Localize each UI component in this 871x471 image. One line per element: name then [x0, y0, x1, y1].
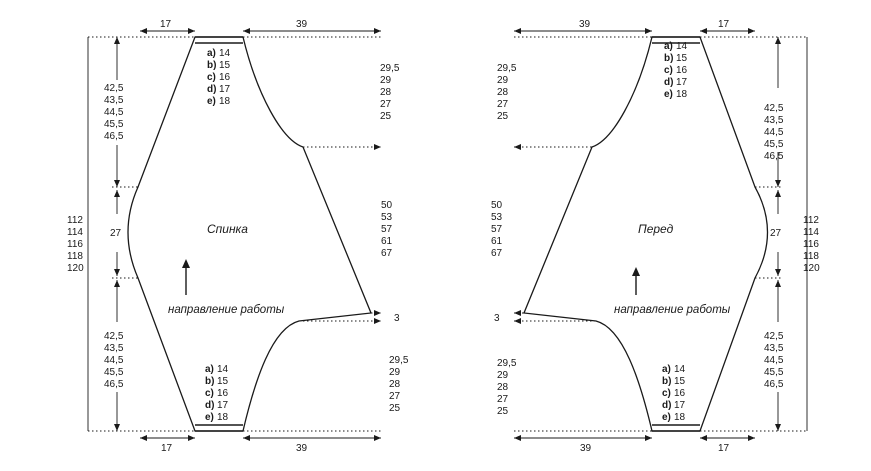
measurement-value: 45,5 — [764, 367, 784, 378]
measurement-value: 29 — [380, 75, 392, 86]
back-left-upper-values — [104, 83, 124, 142]
measurement-value: 44,5 — [104, 355, 124, 366]
back-title: Спинка — [207, 222, 248, 236]
measurement-value: 43,5 — [104, 95, 124, 106]
size-letter: a) — [207, 48, 216, 59]
measurement-value: 43,5 — [764, 115, 784, 126]
back-dim-bottom-right: 39 — [296, 443, 308, 454]
size-value: 15 — [217, 376, 229, 387]
measurement-value: 61 — [491, 236, 503, 247]
measurement-value: 27 — [497, 394, 509, 405]
front-right-upper-values — [764, 103, 784, 162]
size-letter: b) — [664, 53, 674, 64]
size-value: 18 — [219, 96, 231, 107]
size-value: 18 — [674, 412, 686, 423]
size-letter: b) — [662, 376, 672, 387]
size-value: 18 — [217, 412, 229, 423]
measurement-value: 120 — [67, 263, 84, 274]
measurement-value: 112 — [67, 215, 83, 226]
size-letter: b) — [205, 376, 215, 387]
measurement-value: 46,5 — [104, 379, 124, 390]
measurement-value: 42,5 — [764, 103, 784, 114]
front-sizes-bottom — [662, 364, 686, 423]
size-value: 16 — [676, 65, 688, 76]
back-left-lower-values — [104, 331, 124, 390]
size-value: 14 — [676, 41, 688, 52]
measurement-value: 44,5 — [104, 107, 124, 118]
front-dim-side: 3 — [494, 313, 500, 324]
measurement-value: 43,5 — [104, 343, 124, 354]
front-direction-label: направление работы — [614, 304, 731, 316]
measurement-value: 46,5 — [764, 151, 784, 162]
measurement-value: 29,5 — [497, 358, 517, 369]
front-left-middle-values — [491, 200, 503, 259]
size-value: 16 — [219, 72, 231, 83]
measurement-value: 28 — [380, 87, 392, 98]
measurement-value: 28 — [497, 382, 509, 393]
back-sizes-top — [207, 48, 231, 107]
measurement-value: 29 — [389, 367, 401, 378]
size-letter: a) — [662, 364, 671, 375]
back-left-middle-values — [67, 215, 84, 274]
measurement-value: 46,5 — [104, 131, 124, 142]
size-value: 15 — [676, 53, 688, 64]
front-dim-bottom-left: 39 — [580, 443, 592, 454]
size-value: 17 — [217, 400, 229, 411]
measurement-value: 44,5 — [764, 355, 784, 366]
size-value: 17 — [219, 84, 231, 95]
size-letter: e) — [664, 89, 673, 100]
back-piece — [67, 19, 409, 454]
back-dim-top-right: 39 — [296, 19, 308, 30]
size-value: 16 — [674, 388, 686, 399]
measurement-value: 25 — [497, 406, 509, 417]
measurement-value: 61 — [381, 236, 393, 247]
size-letter: e) — [662, 412, 671, 423]
measurement-value: 25 — [497, 111, 509, 122]
measurement-value: 29,5 — [389, 355, 409, 366]
measurement-value: 27 — [380, 99, 392, 110]
measurement-value: 112 — [803, 215, 819, 226]
back-dim-bottom-left: 17 — [161, 443, 173, 454]
size-value: 17 — [674, 400, 686, 411]
front-title: Перед — [638, 222, 674, 236]
size-value: 15 — [219, 60, 231, 71]
front-sizes-top — [664, 41, 688, 100]
size-value: 16 — [217, 388, 229, 399]
size-letter: e) — [207, 96, 216, 107]
size-value: 14 — [217, 364, 229, 375]
measurement-value: 53 — [381, 212, 393, 223]
measurement-value: 57 — [491, 224, 503, 235]
size-letter: c) — [207, 72, 216, 83]
front-left-upper-values — [497, 63, 517, 122]
measurement-value: 25 — [389, 403, 401, 414]
front-right-middle-values — [803, 215, 820, 274]
size-letter: c) — [662, 388, 671, 399]
measurement-value: 46,5 — [764, 379, 784, 390]
size-letter: a) — [664, 41, 673, 52]
measurement-value: 29 — [497, 370, 509, 381]
measurement-value: 42,5 — [764, 331, 784, 342]
size-value: 14 — [219, 48, 231, 59]
front-dim-middle: 27 — [770, 228, 782, 239]
front-piece — [491, 19, 820, 454]
measurement-value: 45,5 — [104, 119, 124, 130]
measurement-value: 27 — [389, 391, 401, 402]
measurement-value: 44,5 — [764, 127, 784, 138]
size-value: 14 — [674, 364, 686, 375]
measurement-value: 29,5 — [380, 63, 400, 74]
size-value: 18 — [676, 89, 688, 100]
measurement-value: 25 — [380, 111, 392, 122]
measurement-value: 114 — [67, 227, 83, 238]
measurement-value: 118 — [67, 251, 83, 262]
front-left-lower-values — [497, 358, 517, 417]
back-sizes-bottom — [205, 364, 229, 423]
back-direction-label: направление работы — [168, 304, 285, 316]
measurement-value: 43,5 — [764, 343, 784, 354]
front-dim-top-left: 39 — [579, 19, 591, 30]
measurement-value: 53 — [491, 212, 503, 223]
size-letter: c) — [205, 388, 214, 399]
back-right-lower-values — [389, 355, 409, 414]
back-dim-side: 3 — [394, 313, 400, 324]
size-letter: c) — [664, 65, 673, 76]
measurement-value: 42,5 — [104, 83, 124, 94]
back-dim-top-left: 17 — [160, 19, 172, 30]
measurement-value: 28 — [389, 379, 401, 390]
measurement-value: 29 — [497, 75, 509, 86]
measurement-value: 29,5 — [497, 63, 517, 74]
measurement-value: 50 — [491, 200, 503, 211]
size-letter: b) — [207, 60, 217, 71]
front-right-lower-values — [764, 331, 784, 390]
size-letter: d) — [662, 400, 672, 411]
back-right-middle-values — [381, 200, 393, 259]
measurement-value: 57 — [381, 224, 393, 235]
measurement-value: 27 — [497, 99, 509, 110]
measurement-value: 118 — [803, 251, 819, 262]
size-letter: e) — [205, 412, 214, 423]
size-letter: d) — [205, 400, 215, 411]
back-outline — [128, 37, 371, 431]
measurement-value: 120 — [803, 263, 820, 274]
front-dim-top-right: 17 — [718, 19, 730, 30]
size-value: 15 — [674, 376, 686, 387]
back-right-upper-values — [380, 63, 400, 122]
measurement-value: 28 — [497, 87, 509, 98]
measurement-value: 67 — [491, 248, 503, 259]
back-dim-middle: 27 — [110, 228, 122, 239]
size-value: 17 — [676, 77, 688, 88]
measurement-value: 114 — [803, 227, 819, 238]
measurement-value: 116 — [803, 239, 819, 250]
measurement-value: 42,5 — [104, 331, 124, 342]
measurement-value: 50 — [381, 200, 393, 211]
measurement-value: 116 — [67, 239, 83, 250]
size-letter: d) — [207, 84, 217, 95]
measurement-value: 45,5 — [104, 367, 124, 378]
front-dim-bottom-right: 17 — [718, 443, 730, 454]
measurement-value: 45,5 — [764, 139, 784, 150]
size-letter: d) — [664, 77, 674, 88]
measurement-value: 67 — [381, 248, 393, 259]
size-letter: a) — [205, 364, 214, 375]
